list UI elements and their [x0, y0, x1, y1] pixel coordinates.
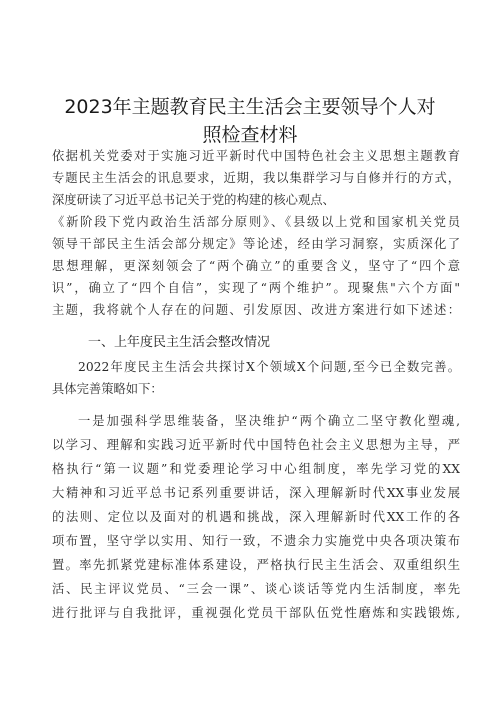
intro-line-2: 专题民主生活会的讯息要求，近期，我以集群学习与自修并行的方式， [52, 171, 460, 185]
para3-line-1: 一是加强科学思维装备，坚决维护“两个确立二坚守教化塑魂, [78, 414, 460, 428]
para2-line-1: 2022年度民主生活会共探讨X个领域X个问题,至今已全数完善。 [78, 360, 460, 374]
intro-line-5: 领导干部民主生活会部分规定》等论述，经由学习洞察，实质深化了 [52, 237, 460, 251]
para3-line-7: 置。率先抓紧党建标准体系建设，严格执行民主生活会、双重组织生 [52, 558, 460, 572]
intro-line-4: 《新阶段下党内政治生活部分原则》、《县级以上党和国家机关党员 [52, 215, 460, 229]
para3-line-6: 项布置，坚守学以实用、知行一致，不遗余力实施党中央各项决策布 [52, 534, 460, 548]
intro-line-8: 主题，我将就个人存在的问题、引发原因、改进方案进行如下述述： [52, 303, 460, 317]
intro-line-7: 识”，确立了“四个自信”，实现了“两个维护”。现聚焦"六个方面" [52, 281, 460, 295]
intro-line-3: 深度研读了习近平总书记关于党的构建的核心观点、 [52, 193, 335, 207]
intro-line-6: 思想理解，更深刻领会了“两个确立”的重要含义，坚守了“四个意 [52, 259, 460, 273]
para3-line-9: 进行批评与自我批评，重视强化党员干部队伍党性磨炼和实践锻炼, [52, 606, 460, 620]
intro-line-1: 依据机关党委对于实施习近平新时代中国特色社会主义思想主题教育 [52, 149, 460, 163]
para3-line-5: 的法则、定位以及面对的机遇和挑战，深入理解新时代XX工作的各 [52, 510, 460, 524]
section-heading-1: 一、上年度民主生活会整改情况 [88, 335, 271, 350]
para3-line-8: 活、民主评议党员、“三会一课”、谈心谈话等党内生活制度，率先 [52, 582, 460, 596]
document-title-line-1: 2023年主题教育民主生活会主要领导个人对 [64, 96, 436, 118]
para3-line-4: 大精神和习近平总书记系列重要讲话，深入理解新时代XX事业发展 [52, 486, 460, 500]
para3-line-2: 以学习、理解和实践习近平新时代中国特色社会主义思想为主导，严 [52, 438, 460, 452]
para2-line-2: 具体完善策略如下： [52, 382, 163, 396]
document-title-line-2: 照检查材料 [202, 124, 298, 146]
para3-line-3: 格执行“第一议题”和党委理论学习中心组制度，率先学习党的XX [52, 462, 460, 476]
